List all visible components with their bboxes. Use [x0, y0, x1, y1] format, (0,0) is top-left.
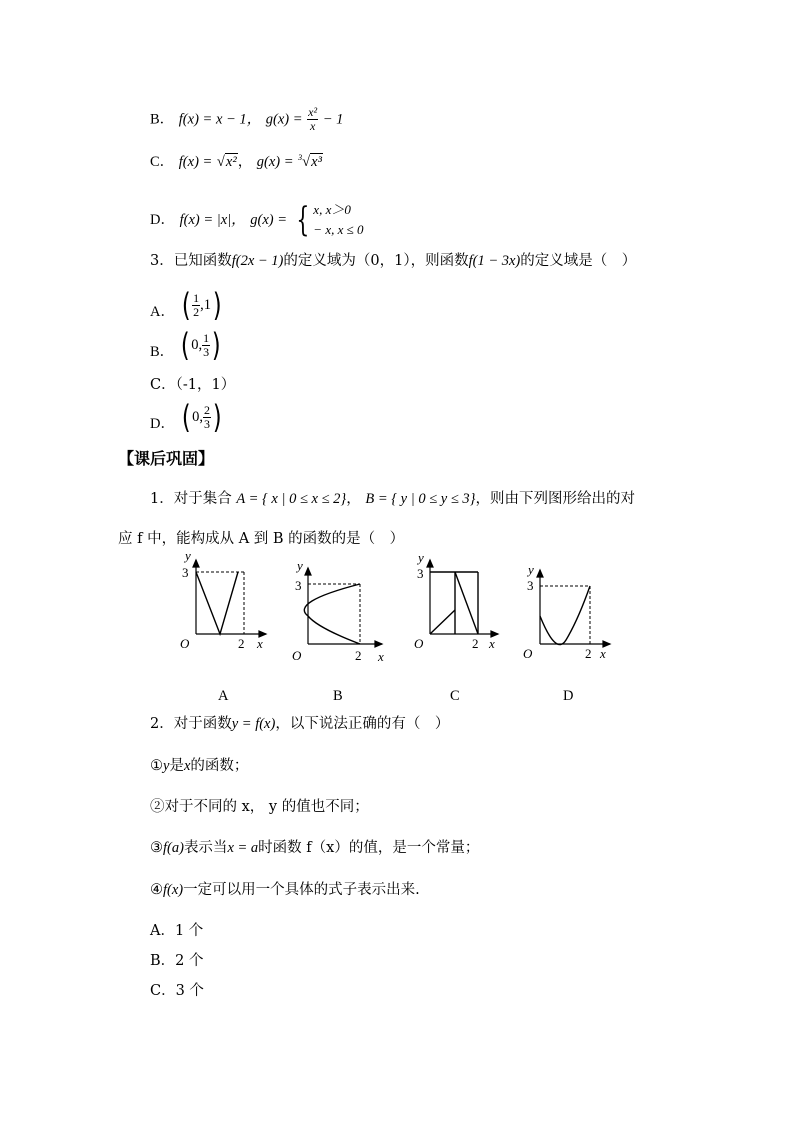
option-label: D．: [150, 416, 175, 432]
tick-label-2: 2: [238, 636, 245, 651]
graph-d: [537, 570, 610, 647]
graph-caption-a: A: [218, 688, 229, 704]
statement-text: 的函数；: [190, 758, 249, 774]
tick-label-2: 2: [472, 636, 479, 651]
sqrt-expression: √x²: [216, 153, 237, 170]
interval-pre: 0,: [192, 409, 203, 425]
interval-pre: 0,: [191, 337, 203, 353]
p2-statement-1: [150, 756, 248, 776]
q3-option-a: [150, 288, 223, 329]
axis-label-y: y: [528, 562, 534, 577]
fraction: [307, 106, 318, 133]
case-1: x, x＞0: [313, 202, 351, 217]
piecewise-cases: [313, 200, 363, 240]
axis-label-y: y: [185, 550, 191, 563]
math-expr: f(1 − 3x): [468, 253, 521, 269]
interval: [180, 400, 224, 434]
fraction: [203, 404, 211, 431]
statement-text: 是: [169, 758, 184, 774]
stem-text: 的定义域是（ ）: [520, 253, 637, 269]
tick-label-2: 2: [355, 648, 362, 663]
set-b: B = { y | 0 ≤ y ≤ 3}: [365, 491, 476, 507]
axis-label-y: y: [297, 558, 303, 573]
fraction-numerator: 1: [203, 330, 210, 345]
graph-c: [427, 560, 498, 637]
math-var: y: [163, 758, 170, 774]
axis-label-x: x: [257, 636, 263, 651]
p2-statement-4: [150, 880, 420, 900]
option-label: C．: [150, 153, 175, 170]
stem-text: ，以下说法正确的有（ ）: [275, 716, 450, 732]
option-label: A．: [150, 304, 175, 320]
statement-text: 时函数 f（x）的值，是一个常量；: [258, 840, 480, 856]
radicand: x³: [311, 153, 322, 170]
q3-option-b: [150, 328, 223, 369]
fraction: [192, 292, 200, 319]
graph-caption-b: B: [333, 688, 343, 704]
set-a: A = { x | 0 ≤ x ≤ 2}: [236, 491, 347, 507]
tick-label-2: 2: [585, 646, 592, 661]
interval-rest: ,1: [200, 297, 211, 313]
option-label: B．: [150, 344, 175, 360]
math-f: f(x) = |x|，: [179, 212, 246, 228]
stem-text: ，则由下列图形给出的对: [475, 491, 635, 507]
stem-text: 2．对于函数: [150, 716, 232, 732]
interval: [180, 288, 224, 322]
statement-number: ①: [150, 758, 163, 774]
math-expr: f(x): [163, 882, 184, 898]
p2-stem: [150, 714, 449, 734]
fraction-numerator: 1: [193, 290, 200, 305]
p2-option-c: C．3 个: [150, 983, 204, 999]
q2-option-d: [150, 200, 364, 240]
left-paren-icon: (: [180, 326, 190, 364]
statement-number: ④: [150, 882, 163, 898]
tick-label-3: 3: [417, 566, 424, 581]
origin-label: O: [180, 636, 190, 651]
graph-b: [304, 568, 382, 647]
math-expr: y = f(x): [231, 716, 276, 732]
origin-label: O: [523, 646, 533, 661]
separator: ，: [346, 491, 361, 507]
axis-label-x: x: [600, 646, 606, 661]
fraction-denominator: x: [309, 119, 316, 133]
p2-statement-3: [150, 838, 479, 858]
statement-text: 一定可以用一个具体的式子表示出来.: [183, 882, 420, 898]
radicand: x²: [225, 153, 237, 170]
origin-label: O: [414, 636, 424, 651]
option-label: B．: [150, 111, 175, 128]
math-expr: x = a: [227, 840, 259, 856]
origin-label: O: [292, 648, 302, 663]
math-g: g(x) =: [256, 153, 294, 170]
fraction-denominator: 3: [203, 344, 210, 359]
fraction-denominator: 3: [203, 416, 210, 431]
axis-label-x: x: [489, 636, 495, 651]
statement-number: ③: [150, 840, 163, 856]
q3-option-d: [150, 400, 223, 441]
p2-option-b: B．2 个: [150, 953, 204, 969]
stem-text: 的定义域为（0，1），则函数: [283, 253, 469, 269]
root-index: 3: [298, 153, 303, 162]
graph-figures: [0, 550, 794, 680]
math-expr: f(2x − 1): [231, 253, 284, 269]
math-expr: f(a): [163, 840, 184, 856]
tick-label-3: 3: [295, 578, 302, 593]
left-paren-icon: (: [181, 286, 191, 324]
p2-option-a: A．1 个: [150, 923, 204, 939]
math-var: x: [183, 758, 191, 774]
right-paren-icon: ): [212, 326, 221, 364]
stem-text: 3．已知函数: [150, 253, 232, 269]
math-g: g(x) =: [265, 111, 303, 128]
q3-option-c: [150, 375, 235, 395]
q2-option-b: [150, 106, 343, 133]
tick-label-3: 3: [527, 578, 534, 593]
tick-label-3: 3: [182, 565, 189, 580]
math-f: f(x) = x − 1，: [178, 111, 262, 128]
p2-statement-2: ②对于不同的 x， y 的值也不同；: [150, 799, 369, 815]
graph-caption-c: C: [450, 688, 460, 704]
math-f: f(x) =: [178, 153, 213, 170]
right-paren-icon: ): [212, 286, 222, 324]
math-g: g(x) =: [250, 212, 288, 228]
option-label: C．（-1，1）: [150, 377, 236, 393]
right-paren-icon: ): [212, 398, 222, 436]
fraction-numerator: 2: [203, 402, 210, 417]
left-brace-icon: {: [295, 200, 309, 240]
fraction: [202, 332, 210, 359]
q3-stem: [150, 251, 636, 271]
p1-stem-line1: [150, 489, 635, 509]
graph-caption-d: D: [563, 688, 574, 704]
separator: ，: [237, 153, 253, 170]
section-title: 【课后巩固】: [118, 449, 215, 468]
case-2: − x, x ≤ 0: [313, 222, 364, 237]
fraction-numerator: x²: [308, 105, 318, 119]
left-paren-icon: (: [181, 398, 191, 436]
axis-label-y: y: [418, 550, 424, 565]
graph-a: [193, 560, 266, 637]
math-tail: − 1: [322, 111, 344, 128]
axis-label-x: x: [378, 649, 384, 664]
q2-option-c: [150, 148, 323, 172]
statement-text: 表示当: [183, 840, 228, 856]
option-label: D．: [150, 212, 175, 228]
p1-stem-line2: 应 f 中，能构成从 A 到 B 的函数的是（ ）: [118, 531, 405, 547]
fraction-denominator: 2: [193, 304, 200, 319]
interval: [179, 328, 223, 362]
stem-text: 1．对于集合: [150, 491, 232, 507]
cube-root-expression: $^3$√x³: [298, 153, 322, 170]
